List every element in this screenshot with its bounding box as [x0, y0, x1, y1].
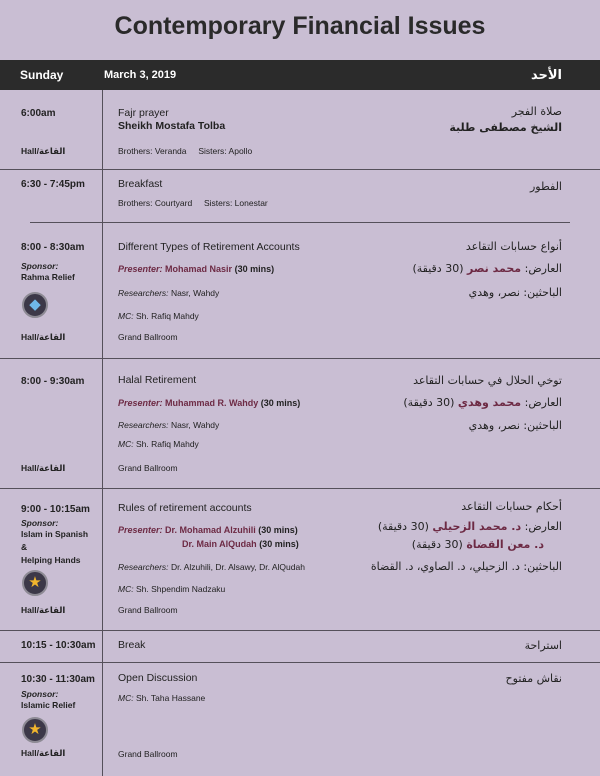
session-room: Grand Ballroom: [118, 749, 178, 759]
session-time: 10:30 - 11:30am: [21, 674, 95, 685]
presenter-label: Presenter:: [118, 525, 163, 535]
researchers-label-arabic: الباحثين:: [523, 560, 562, 573]
star-icon: ★: [22, 570, 48, 596]
presenter-label-arabic: العارض:: [524, 262, 562, 275]
sponsor-name-2: Helping Hands: [21, 555, 81, 565]
hall-label: Hall/القاعة: [21, 605, 66, 615]
session-title-arabic: أنواع حسابات التقاعد: [465, 240, 562, 253]
session-time: 6:00am: [21, 108, 56, 119]
mc-label: MC:: [118, 584, 134, 594]
sponsor-block: [21, 518, 88, 567]
mc-label: MC:: [118, 311, 134, 321]
session-title: Breakfast: [118, 178, 163, 190]
presenter-name: Mohamad Nasir: [165, 264, 233, 274]
session-time: 8:00 - 9:30am: [21, 376, 85, 387]
hall-label: Hall/القاعة: [21, 463, 66, 473]
session-break: [0, 630, 600, 662]
presenter-duration: (30 mins): [260, 398, 301, 408]
researchers-line-arabic: [469, 419, 562, 432]
sponsor-name: Rahma Relief: [21, 272, 75, 282]
presenter-name: Dr. Mohamad Alzuhili: [165, 525, 256, 535]
presenter-name-arabic: محمد وهدي: [457, 396, 522, 409]
researchers-label: Researchers:: [118, 562, 169, 572]
session-breakfast: [0, 169, 600, 222]
session-rooms: Brothers: Veranda Sisters: Apollo: [118, 146, 253, 156]
presenter-name: Muhammad R. Wahdy: [165, 398, 259, 408]
session-fajr: [0, 90, 600, 169]
researchers-names-arabic: نصر، وهدي: [468, 419, 520, 432]
day-name: Sunday: [20, 68, 64, 82]
presenter-duration-arabic: (30 دقيقة): [377, 520, 429, 533]
sponsor-label: Sponsor:: [21, 261, 59, 271]
hall-label: Hall/القاعة: [21, 332, 66, 342]
mc-name: Sh. Shpendim Nadzaku: [135, 584, 226, 594]
session-title: Different Types of Retirement Accounts: [118, 241, 300, 253]
presenter-label: Presenter:: [118, 398, 163, 408]
session-title-arabic: أحكام حسابات التقاعد: [461, 500, 562, 513]
session-speaker-arabic: الشيخ مصطفى طلبة: [449, 121, 562, 134]
diamond-icon: ◆: [22, 292, 48, 318]
session-room: Grand Ballroom: [118, 605, 178, 615]
sponsor-block: [21, 689, 75, 712]
presenter-line: [118, 398, 300, 408]
researchers-label: Researchers:: [118, 288, 169, 298]
session-time: 10:15 - 10:30am: [21, 640, 96, 651]
mc-line: [118, 439, 199, 449]
presenter-name-arabic: د. محمد الزحيلي: [432, 520, 522, 533]
mc-name: Sh. Rafiq Mahdy: [135, 311, 199, 321]
mc-line: [118, 311, 199, 321]
presenter-name-arabic: محمد نصر: [467, 262, 522, 275]
mc-label: MC:: [118, 693, 134, 703]
presenter-name-2: Dr. Main AlQudah: [182, 539, 257, 549]
presenter-duration-2-arabic: (30 دقيقة): [411, 538, 463, 551]
session-title-arabic: استراحة: [524, 639, 562, 652]
presenter-label-arabic: العارض:: [524, 396, 562, 409]
star-icon: ★: [22, 717, 48, 743]
mc-name: Sh. Taha Hassane: [135, 693, 206, 703]
session-rooms: Brothers: Courtyard Sisters: Lonestar: [118, 198, 268, 208]
researchers-line: [118, 562, 305, 572]
researchers-names-arabic: نصر، وهدي: [468, 286, 520, 299]
researchers-line-arabic: [371, 560, 562, 573]
presenter-name-2-arabic: د. معن القضاة: [466, 538, 544, 551]
presenter-line-arabic: [412, 262, 562, 275]
hall-label: Hall/القاعة: [21, 748, 66, 758]
page-title: Contemporary Financial Issues: [114, 12, 486, 40]
presenter-duration-arabic: (30 دقيقة): [412, 262, 464, 275]
presenter-line: [118, 264, 274, 274]
researchers-names: Nasr, Wahdy: [170, 420, 220, 430]
session-title-arabic: الفطور: [530, 180, 562, 193]
session-title: Rules of retirement accounts: [118, 502, 252, 514]
session-title: Halal Retirement: [118, 374, 197, 386]
researchers-names: Dr. Alzuhili, Dr. Alsawy, Dr. AlQudah: [170, 562, 305, 572]
session-title-arabic: نقاش مفتوح: [505, 672, 562, 685]
researchers-line: [118, 288, 219, 298]
researchers-line-arabic: [469, 286, 562, 299]
session-title-arabic: صلاة الفجر: [511, 105, 562, 118]
presenter-duration: (30 mins): [258, 525, 298, 535]
presenter-line-arabic: [378, 520, 562, 533]
session-title-arabic: توخي الحلال في حسابات التقاعد: [413, 374, 562, 387]
session-title: Fajr prayer: [118, 107, 169, 119]
mc-name: Sh. Rafiq Mahdy: [135, 439, 199, 449]
day-header: [0, 60, 600, 90]
schedule-grid: [0, 90, 600, 776]
sponsor-label: Sponsor:: [21, 518, 59, 528]
researchers-line: [118, 420, 219, 430]
session-retirement-accounts: [0, 222, 600, 358]
mc-line: [118, 693, 205, 703]
session-open-discussion: [0, 662, 600, 776]
presenter-duration-arabic: (30 دقيقة): [403, 396, 455, 409]
researchers-label-arabic: الباحثين:: [523, 419, 562, 432]
sponsor-name: Islam in Spanish: [21, 529, 89, 539]
session-room: Grand Ballroom: [118, 463, 178, 473]
session-time: 9:00 - 10:15am: [21, 504, 90, 515]
presenter-label: Presenter:: [118, 264, 163, 274]
researchers-label: Researchers:: [118, 420, 169, 430]
session-room: Grand Ballroom: [118, 332, 178, 342]
presenter-line-2: [182, 539, 299, 549]
presenter-duration-2: (30 mins): [259, 539, 299, 549]
session-speaker: Sheikh Mostafa Tolba: [118, 120, 226, 132]
sponsor-block: [21, 261, 75, 284]
session-halal-retirement: [0, 358, 600, 488]
hall-label: Hall/القاعة: [21, 146, 66, 156]
session-time: 8:00 - 8:30am: [21, 242, 85, 253]
researchers-label-arabic: الباحثين:: [523, 286, 562, 299]
presenter-line: [118, 525, 298, 535]
session-title: Break: [118, 639, 146, 651]
session-title: Open Discussion: [118, 672, 198, 684]
researchers-names-arabic: د. الزحيلي، د. الصاوي، د. القضاة: [370, 560, 520, 573]
presenter-duration: (30 mins): [234, 264, 275, 274]
sponsor-ampersand: &: [21, 542, 28, 552]
presenter-line-2-arabic: [412, 538, 544, 551]
day-name-arabic: الأحد: [530, 67, 562, 82]
presenter-label-arabic: العارض:: [524, 520, 562, 533]
researchers-names: Nasr, Wahdy: [170, 288, 220, 298]
mc-label: MC:: [118, 439, 134, 449]
sponsor-name: Islamic Relief: [21, 700, 76, 710]
session-time: 6:30 - 7:45pm: [21, 179, 85, 190]
presenter-line-arabic: [403, 396, 562, 409]
mc-line: [118, 584, 225, 594]
sponsor-label: Sponsor:: [21, 689, 59, 699]
day-date: March 3, 2019: [104, 69, 177, 81]
session-retirement-rules: [0, 488, 600, 630]
